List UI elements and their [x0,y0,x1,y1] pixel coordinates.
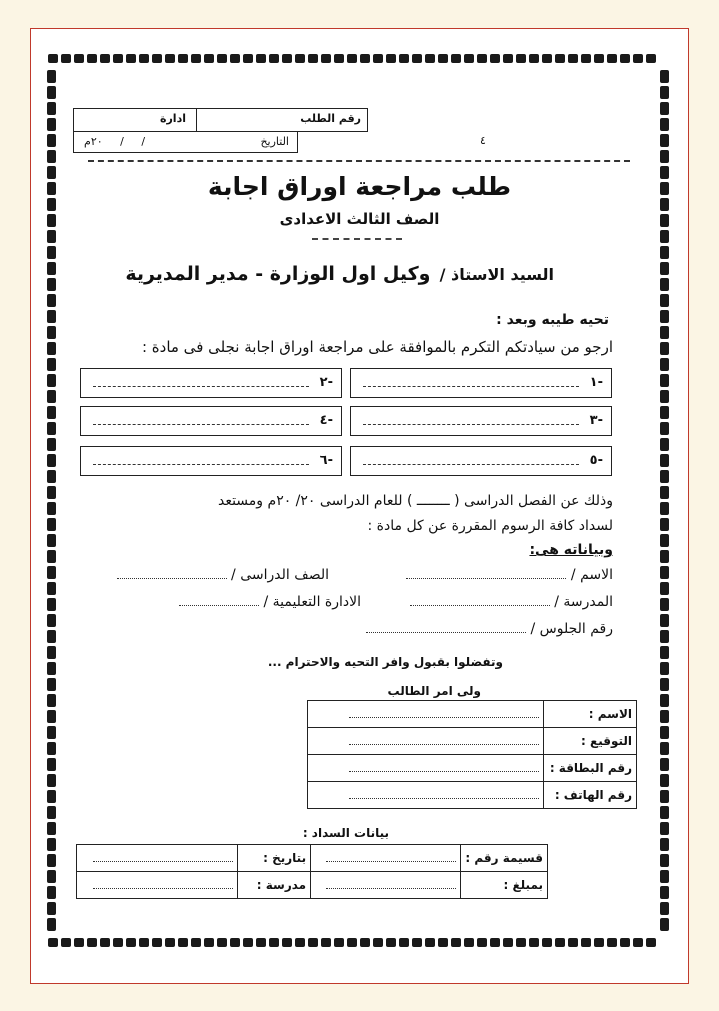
border-block [660,406,669,419]
border-block [47,678,56,691]
border-block [660,790,669,803]
term-text: وذلك عن الفصل الدراسى ( ــــــــ ) للعام الدراسى ٢٠/ ٢٠م ومستعد [217,493,613,509]
border-block [660,838,669,851]
border-block [660,502,669,515]
border-block [334,54,344,63]
border-block [308,938,318,947]
guardian-row [308,782,637,809]
border-block [477,54,487,63]
border-block [373,938,383,947]
border-block [47,246,56,259]
border-block [61,938,71,947]
border-block [360,54,370,63]
border-block [204,938,214,947]
border-block [477,938,487,947]
border-block [373,54,383,63]
border-block [529,54,539,63]
request-number-box[interactable] [196,108,368,132]
border-block [660,742,669,755]
date-format: / / ٢٠م [84,135,146,148]
payment-amount-input[interactable] [311,872,461,899]
border-block [47,86,56,99]
border-block [660,566,669,579]
border-block [47,70,56,83]
border-block [47,150,56,163]
greeting: تحيه طيبه وبعد : [496,312,609,328]
border-block [334,938,344,947]
border-block [113,54,123,63]
border-block [100,938,110,947]
payment-receipt-input[interactable] [311,845,461,872]
subject-number: ٦- [319,453,333,468]
guardian-id-input[interactable] [308,755,544,782]
border-block [386,54,396,63]
border-block [660,230,669,243]
student-seat-field[interactable] [366,621,613,637]
border-block [607,938,617,947]
border-block [660,726,669,739]
border-block [660,886,669,899]
border-block [269,54,279,63]
border-block [660,534,669,547]
guardian-row [308,755,637,782]
border-block [47,822,56,835]
border-block [660,118,669,131]
student-school-label: المدرسة / [554,594,613,610]
border-block [47,566,56,579]
border-block [660,822,669,835]
border-block [256,54,266,63]
border-block [516,938,526,947]
page-subtitle: الصف الثالث الاعدادى [279,210,440,228]
border-block [47,342,56,355]
guardian-name-input[interactable] [308,701,544,728]
payment-school-input[interactable] [77,872,238,899]
addressee-line [125,263,554,285]
border-block [47,406,56,419]
border-block [47,358,56,371]
border-block [660,902,669,915]
border-block [165,938,175,947]
border-block [633,54,643,63]
corner-mark: ٤ [480,134,486,147]
subject-line [93,424,309,425]
border-block [438,54,448,63]
border-block [191,938,201,947]
admin-label: ادارة [159,112,186,125]
border-block [269,938,279,947]
border-block [660,486,669,499]
border-block [438,938,448,947]
border-block [646,938,656,947]
border-block [230,54,240,63]
student-school-field[interactable] [410,594,613,610]
border-block [386,938,396,947]
border-block [47,902,56,915]
border-block [47,470,56,483]
border-block [47,774,56,787]
border-block [660,390,669,403]
border-block [660,422,669,435]
border-block [660,550,669,563]
addressee-title: وكيل اول الوزارة - مدير المديرية [125,263,431,285]
border-block [581,938,591,947]
decorative-border-top [48,54,656,63]
border-block [47,534,56,547]
border-block [61,54,71,63]
student-admin-line [179,605,259,606]
border-block [126,54,136,63]
border-block [660,758,669,771]
border-block [47,598,56,611]
border-block [542,54,552,63]
border-block [47,646,56,659]
guardian-table [307,700,637,809]
border-block [594,938,604,947]
border-block [47,742,56,755]
border-block [100,54,110,63]
subject-number: ٥- [589,453,603,468]
border-block [464,938,474,947]
border-block [660,246,669,259]
border-block [503,54,513,63]
guardian-signature-input[interactable] [308,728,544,755]
border-block [47,422,56,435]
border-block [399,54,409,63]
border-block [47,326,56,339]
border-block [47,838,56,851]
page-title: طلب مراجعة اوراق اجابة [207,172,512,201]
border-block [660,70,669,83]
payment-date-input[interactable] [77,845,238,872]
border-block [47,806,56,819]
border-block [321,938,331,947]
border-block [412,938,422,947]
payment-table [76,844,548,899]
separator-line [88,160,630,162]
subject-line [363,464,579,465]
border-block [47,758,56,771]
border-block [87,54,97,63]
border-block [607,54,617,63]
border-block [282,54,292,63]
student-school-line [410,605,550,606]
student-grade-line [117,578,227,579]
border-block [47,694,56,707]
border-block [660,374,669,387]
border-block [47,918,56,931]
admin-box[interactable] [73,108,197,132]
fees-text: لسداد كافة الرسوم المقررة عن كل مادة : [367,518,613,534]
border-block [660,630,669,643]
border-block [660,454,669,467]
subject-box-6[interactable] [80,446,342,476]
border-block [516,54,526,63]
border-block [47,550,56,563]
guardian-phone-input[interactable] [308,782,544,809]
border-block [490,54,500,63]
border-block [48,938,58,947]
border-block [47,294,56,307]
border-block [360,938,370,947]
border-block [178,54,188,63]
student-name-field[interactable] [406,567,613,583]
border-block [178,938,188,947]
border-block [321,54,331,63]
border-block [490,938,500,947]
border-block [47,262,56,275]
border-block [542,938,552,947]
subject-number: ٤- [319,413,333,428]
subject-line [93,464,309,465]
student-seat-line [366,632,526,633]
border-block [47,310,56,323]
guardian-row [308,701,637,728]
payment-amount-label: بمبلغ : [461,872,548,899]
border-block [660,262,669,275]
border-block [230,938,240,947]
border-block [451,54,461,63]
border-block [425,938,435,947]
border-block [191,54,201,63]
border-block [503,938,513,947]
student-grade-label: الصف الدراسى / [231,567,329,583]
border-block [47,102,56,115]
guardian-id-label: رقم البطاقة : [544,755,637,782]
subtitle-ornament [312,238,402,240]
subject-number: ٣- [589,413,603,428]
payment-date-label: بتاريخ : [238,845,311,872]
border-block [660,662,669,675]
border-block [660,870,669,883]
border-block [47,854,56,867]
border-block [217,938,227,947]
border-block [47,118,56,131]
request-text: ارجو من سيادتكم التكرم بالموافقة على مراجعة اوراق اجابة نجلى فى مادة : [141,338,613,356]
border-block [660,598,669,611]
border-block [660,678,669,691]
border-block [347,54,357,63]
border-block [47,390,56,403]
border-block [243,938,253,947]
payment-row [77,845,548,872]
border-block [660,710,669,723]
border-block [660,134,669,147]
border-block [165,54,175,63]
border-block [646,54,656,63]
border-block [660,342,669,355]
subject-line [363,386,579,387]
student-name-line [406,578,566,579]
border-block [660,918,669,931]
subject-line [363,424,579,425]
border-block [581,54,591,63]
border-block [126,938,136,947]
border-block [47,870,56,883]
border-block [152,938,162,947]
border-block [660,854,669,867]
subject-number: ٢- [319,375,333,390]
border-block [47,518,56,531]
border-block [660,438,669,451]
guardian-phone-label: رقم الهاتف : [544,782,637,809]
border-block [47,630,56,643]
border-block [620,54,630,63]
border-block [282,938,292,947]
payment-receipt-label: قسيمة رقم : [461,845,548,872]
border-block [399,938,409,947]
border-block [47,278,56,291]
student-admin-field[interactable] [179,594,361,610]
border-block [425,54,435,63]
border-block [660,278,669,291]
border-block [347,938,357,947]
border-block [47,486,56,499]
guardian-heading: ولى امر الطالب [387,684,481,698]
border-block [139,54,149,63]
border-block [568,938,578,947]
border-block [74,54,84,63]
subject-line [93,386,309,387]
border-block [660,102,669,115]
border-block [660,582,669,595]
border-block [660,86,669,99]
date-box[interactable] [73,131,298,153]
border-block [256,938,266,947]
border-block [464,54,474,63]
request-number-label: رقم الطلب [300,112,361,125]
border-block [47,886,56,899]
border-block [74,938,84,947]
student-name-label: الاسم / [570,567,613,583]
border-block [660,294,669,307]
border-block [47,502,56,515]
border-block [47,614,56,627]
guardian-row [308,728,637,755]
border-block [295,54,305,63]
border-block [47,582,56,595]
border-block [47,454,56,467]
border-block [660,518,669,531]
border-block [47,710,56,723]
closing-text: وتفضلوا بقبول وافر التحيه والاحترام ... [267,655,503,669]
addressee-prefix: السيد الاستاذ / [439,265,554,284]
border-block [660,806,669,819]
student-seat-label: رقم الجلوس / [530,621,613,637]
border-block [451,938,461,947]
border-block [412,54,422,63]
border-block [594,54,604,63]
subject-box-4[interactable] [80,406,342,436]
border-block [217,54,227,63]
border-block [555,54,565,63]
border-block [47,438,56,451]
subject-box-2[interactable] [80,368,342,398]
border-block [660,150,669,163]
decorative-border-bottom [48,938,656,947]
border-block [152,54,162,63]
subject-box-1[interactable] [350,368,612,398]
border-block [660,694,669,707]
border-block [48,54,58,63]
student-grade-field[interactable] [117,567,329,583]
border-block [633,938,643,947]
border-block [295,938,305,947]
payment-row [77,872,548,899]
guardian-signature-label: التوقيع : [544,728,637,755]
border-block [204,54,214,63]
border-block [568,54,578,63]
border-block [529,938,539,947]
border-block [47,790,56,803]
border-block [113,938,123,947]
border-block [47,230,56,243]
payment-school-label: مدرسة : [238,872,311,899]
border-block [660,310,669,323]
subject-number: ١- [589,375,603,390]
border-block [660,774,669,787]
border-block [139,938,149,947]
data-heading: وبياناته هى: [529,542,613,558]
subject-box-3[interactable] [350,406,612,436]
border-block [47,662,56,675]
border-block [47,726,56,739]
subject-box-5[interactable] [350,446,612,476]
border-block [660,358,669,371]
border-block [620,938,630,947]
border-block [660,326,669,339]
border-block [87,938,97,947]
border-block [308,54,318,63]
guardian-name-label: الاسم : [544,701,637,728]
border-block [47,374,56,387]
border-block [660,614,669,627]
border-block [660,470,669,483]
date-label: التاريخ [260,135,289,148]
border-block [555,938,565,947]
payment-heading: بيانات السداد : [302,826,389,840]
border-block [47,134,56,147]
border-block [243,54,253,63]
student-admin-label: الادارة التعليمية / [263,594,361,610]
border-block [660,646,669,659]
